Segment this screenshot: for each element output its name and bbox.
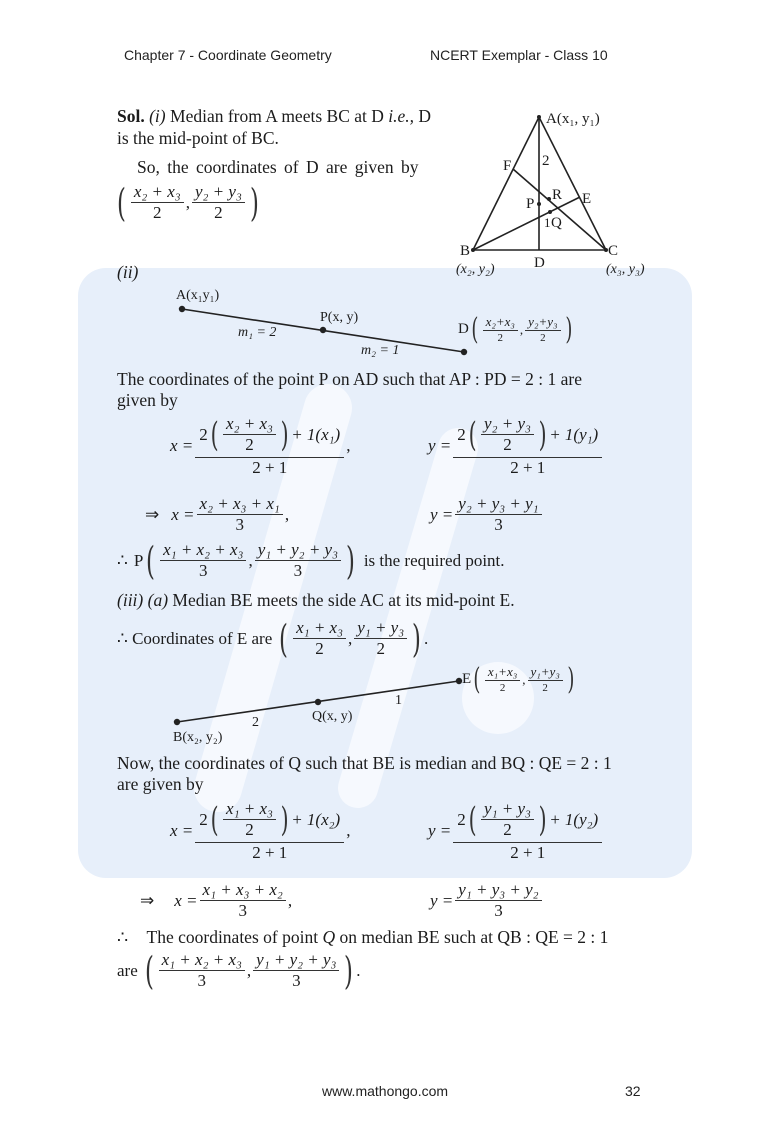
close-paren: ) — [345, 538, 355, 583]
fraction — [197, 494, 283, 535]
denominator: 3 — [199, 561, 208, 580]
fraction — [131, 182, 184, 223]
numerator: y₁ + y₃ — [354, 618, 407, 639]
denominator: 2 — [376, 639, 385, 658]
open-paren: ( — [116, 180, 126, 225]
denominator: 3 — [494, 515, 503, 534]
lhs: x = — [170, 821, 194, 840]
denominator: 3 — [197, 971, 206, 990]
text: The coordinates of point — [146, 927, 319, 947]
text: ∴ Coordinates of E are — [117, 628, 273, 648]
therefore-icon: ∴ — [117, 927, 129, 947]
inner-fraction — [481, 414, 534, 455]
open-paren: ( — [468, 414, 477, 455]
label-D-coords: D ( $\frac{\text{x₂+x₃}}{2}$ , $\frac{\text{y₂+y₃}}{2}$ ) — [458, 311, 572, 347]
lhs: y = — [428, 436, 452, 455]
fraction — [200, 880, 286, 921]
numerator: x₁ + x₃ + x₂ — [200, 880, 286, 901]
denominator: 2 — [497, 332, 503, 344]
label-E: E — [582, 191, 592, 207]
denominator: 3 — [293, 561, 303, 580]
fraction — [525, 314, 560, 345]
numerator: x₂+x₃ — [483, 314, 518, 331]
text: are — [117, 960, 138, 980]
fraction — [255, 540, 341, 581]
segment-AD-diagram — [170, 300, 470, 360]
denominator: 2 + 1 — [510, 458, 546, 477]
open-paren: ( — [146, 538, 156, 583]
denominator: 2 — [214, 203, 223, 222]
numerator: x₂ + x₃ — [223, 414, 276, 435]
label-C: C — [608, 243, 619, 259]
denominator: 2 + 1 — [252, 843, 288, 862]
fraction — [354, 618, 407, 659]
denominator: 2 — [540, 332, 546, 344]
denominator: 2 + 1 — [510, 843, 546, 862]
label-m2: m₂ = 1 — [361, 343, 400, 358]
text: Q — [322, 927, 336, 947]
denominator: 3 — [235, 515, 244, 534]
fraction — [485, 664, 520, 695]
ratio-upper: 2 — [542, 153, 550, 169]
open-paren: ( — [210, 414, 219, 455]
label-P: P — [133, 550, 144, 570]
lhs: y = — [428, 821, 452, 840]
simplified-y-P — [430, 494, 544, 535]
close-paren: ) — [567, 661, 575, 697]
coef: 2 — [457, 424, 466, 444]
numerator: y₁ + y₂ + y₃ — [253, 950, 339, 971]
fraction — [455, 494, 541, 535]
part-label: (i) — [149, 106, 166, 126]
simplified-x-Q: ⇒ x = $\frac{\text{x₁ + x₃ + x₂}}{3}$ , — [140, 880, 293, 920]
open-paren: ( — [468, 799, 477, 840]
part-iii-text1 — [117, 590, 515, 611]
close-paren: ) — [538, 799, 547, 840]
inner-fraction — [481, 799, 534, 840]
part-iii-text3: are given by — [117, 774, 204, 794]
part-ii-text2: given by — [117, 390, 178, 410]
text: on median BE such at QB : QE = 2 : 1 — [339, 927, 609, 947]
close-paren: ) — [280, 414, 289, 455]
close-paren: ) — [564, 311, 572, 347]
fraction — [159, 950, 245, 991]
part-ii-label: (ii) — [117, 262, 139, 282]
d-coordinates: ( $\frac{\text{x₂ + x₃}}{2}$ , $\frac{\text{y₂ + y₃}}{2}$ ) — [116, 180, 259, 225]
fraction — [528, 664, 563, 695]
close-paren: ) — [344, 948, 354, 993]
inner-fraction — [223, 414, 276, 455]
numerator: y₁ + y₃ + y₂ — [455, 880, 541, 901]
denominator: 3 — [494, 901, 503, 920]
numerator: x₁ + x₂ + x₃ — [159, 950, 245, 971]
tail: + 1(x₁) — [291, 424, 341, 444]
part-ii-text1: The coordinates of the point P on AD such that AP : PD = 2 : 1 are — [117, 369, 582, 389]
denominator: 2 + 1 — [252, 458, 288, 477]
label-C-coords: (x₃, y₃) — [606, 262, 645, 277]
part-iii-text2: Now, the coordinates of Q such that BE is median and BQ : QE = 2 : 1 — [117, 753, 612, 773]
final-Q-coordinates: are ( $\frac{\text{x₁ + x₂ + x₃}}{3}$ , $\frac{\text{y₁ + y₂ + y₃}}{3}$ ) . — [117, 948, 361, 993]
text: D — [418, 106, 432, 126]
numerator: y₂ + y₃ — [481, 414, 534, 435]
label-F: F — [503, 158, 512, 174]
label-B-coords: (x₂, y₂) — [456, 262, 495, 277]
part-i-line2: is the mid-point of BC. — [117, 128, 279, 148]
coef: 2 — [199, 424, 208, 444]
numerator: y₁ + y₂ + y₃ — [255, 540, 341, 561]
therefore-icon: ∴ — [117, 550, 128, 570]
numerator: y₂ + y₃ — [192, 182, 245, 203]
label-D: D — [458, 321, 469, 337]
page-number: 32 — [625, 1083, 641, 1099]
part-i-line1 — [117, 106, 431, 127]
part-label: (iii) (a) — [117, 590, 169, 610]
implies-icon: ⇒ — [140, 890, 155, 910]
e-coordinates: ∴ Coordinates of E are ( $\frac{\text{x₁ + x₃}}{2}$ , $\frac{\text{y₁ + y₃}}{2}$ ) . — [117, 616, 429, 661]
text: is the required point. — [363, 550, 505, 570]
numerator: x₁+x₃ — [485, 664, 520, 681]
label-R: R — [552, 187, 563, 203]
coef: 2 — [199, 809, 208, 829]
tail: + 1(y₁) — [549, 424, 599, 444]
label-E: E — [462, 671, 472, 687]
inner-fraction — [223, 799, 276, 840]
numerator: x₁ + x₃ — [293, 618, 346, 639]
close-paren: ) — [249, 180, 259, 225]
denominator: 2 — [499, 682, 506, 694]
numerator: y₁+y₃ — [528, 664, 563, 681]
denominator: 2 — [503, 820, 512, 839]
simplified-y-Q — [430, 880, 544, 921]
fraction — [483, 314, 518, 345]
fraction — [453, 799, 602, 863]
lhs: x = — [171, 504, 195, 524]
label-B: B — [460, 243, 471, 259]
close-paren: ) — [412, 616, 422, 661]
label-A: A(x₁, y₁) — [546, 111, 600, 127]
fraction — [192, 182, 245, 223]
label-A-coords: A(x₁y₁) — [176, 288, 220, 303]
lhs: x = — [174, 890, 198, 910]
text: i.e., — [388, 106, 415, 126]
denominator: 2 — [245, 820, 254, 839]
fraction — [195, 799, 344, 863]
numerator: y₂ + y₃ + y₁ — [455, 494, 541, 515]
tail: + 1(x₂) — [291, 809, 341, 829]
equation-x-Q: x = 2 ( $\frac{\text{x₁ + x₃}}{2}$ ) + 1(x₂) 2 + 1 , — [170, 799, 351, 862]
numerator: x₁ + x₂ + x₃ — [160, 540, 246, 561]
numerator — [195, 414, 344, 458]
text: Median BE meets the side AC at its mid-point E. — [172, 590, 515, 610]
denominator: 2 — [542, 682, 548, 694]
open-paren: ( — [471, 311, 479, 347]
fraction — [455, 880, 541, 921]
footer-website: www.mathongo.com — [322, 1083, 449, 1099]
label-P-coords: P(x, y) — [320, 310, 359, 325]
open-paren: ( — [144, 948, 154, 993]
label-Q-coords: Q(x, y) — [312, 709, 353, 724]
denominator: 3 — [238, 901, 247, 920]
open-paren: ( — [473, 661, 481, 697]
equation-x-P: x = 2 ( $\frac{\text{x₂ + x₃}}{2}$ ) + 1(x₁) 2 + 1 , — [170, 414, 351, 477]
label-B-coords: B(x₂, y₂) — [173, 730, 223, 745]
equation-y-Q — [428, 799, 604, 863]
sol-label: Sol. — [117, 106, 145, 126]
denominator: 2 — [245, 435, 254, 454]
fraction — [160, 540, 246, 581]
label-E-coords: E ( $\frac{\text{x₁+x₃}}{2}$ , $\frac{\text{y₁+y₃}}{2}$ ) — [462, 661, 575, 697]
numerator: y₂+y₃ — [525, 314, 560, 331]
denominator: 2 — [153, 203, 162, 222]
triangle-median-diagram — [450, 95, 670, 285]
fraction — [195, 414, 344, 478]
numerator — [453, 414, 602, 458]
book-title: NCERT Exemplar - Class 10 — [430, 47, 608, 63]
equation-y-P — [428, 414, 604, 478]
tail: + 1(y₂) — [549, 809, 599, 829]
fraction — [293, 618, 346, 659]
result-P: ∴ P ( $\frac{\text{x₁ + x₂ + x₃}}{3}$ , $\frac{\text{y₁ + y₂ + y₃}}{3}$ ) is the required point. — [117, 538, 505, 583]
numerator: x₂ + x₃ + x₁ — [197, 494, 283, 515]
close-paren: ) — [538, 414, 547, 455]
part-iii-conclusion1 — [117, 927, 608, 948]
label-Q: Q — [551, 215, 562, 231]
fraction — [453, 414, 602, 478]
lhs: y = — [430, 890, 454, 910]
denominator: 2 — [503, 435, 512, 454]
text: Median from A meets BC at D — [170, 106, 384, 126]
open-paren: ( — [279, 616, 289, 661]
numerator: y₁ + y₃ — [481, 799, 534, 820]
numerator: x₂ + x₃ — [131, 182, 184, 203]
label-m1: m₁ = 2 — [238, 325, 277, 340]
implies-icon: ⇒ — [145, 504, 160, 524]
numerator: x₁ + x₃ — [223, 799, 276, 820]
denominator: 2 — [315, 639, 324, 658]
numerator — [195, 799, 344, 843]
ratio-lower: 1 — [544, 215, 551, 230]
coef: 2 — [457, 809, 466, 829]
ratio-2: 2 — [252, 715, 259, 730]
chapter-title: Chapter 7 - Coordinate Geometry — [124, 47, 332, 63]
open-paren: ( — [210, 799, 219, 840]
lhs: x = — [170, 436, 194, 455]
ratio-1: 1 — [395, 693, 402, 708]
simplified-x-P: ⇒ x = $\frac{\text{x₂ + x₃ + x₁}}{3}$ , — [145, 494, 290, 534]
close-paren: ) — [280, 799, 289, 840]
part-i-line3: So, the coordinates of D are given by — [137, 157, 419, 177]
lhs: y = — [430, 504, 454, 524]
label-D: D — [534, 255, 545, 271]
label-P: P — [526, 196, 535, 212]
numerator — [453, 799, 602, 843]
fraction — [253, 950, 339, 991]
denominator: 3 — [292, 971, 301, 990]
